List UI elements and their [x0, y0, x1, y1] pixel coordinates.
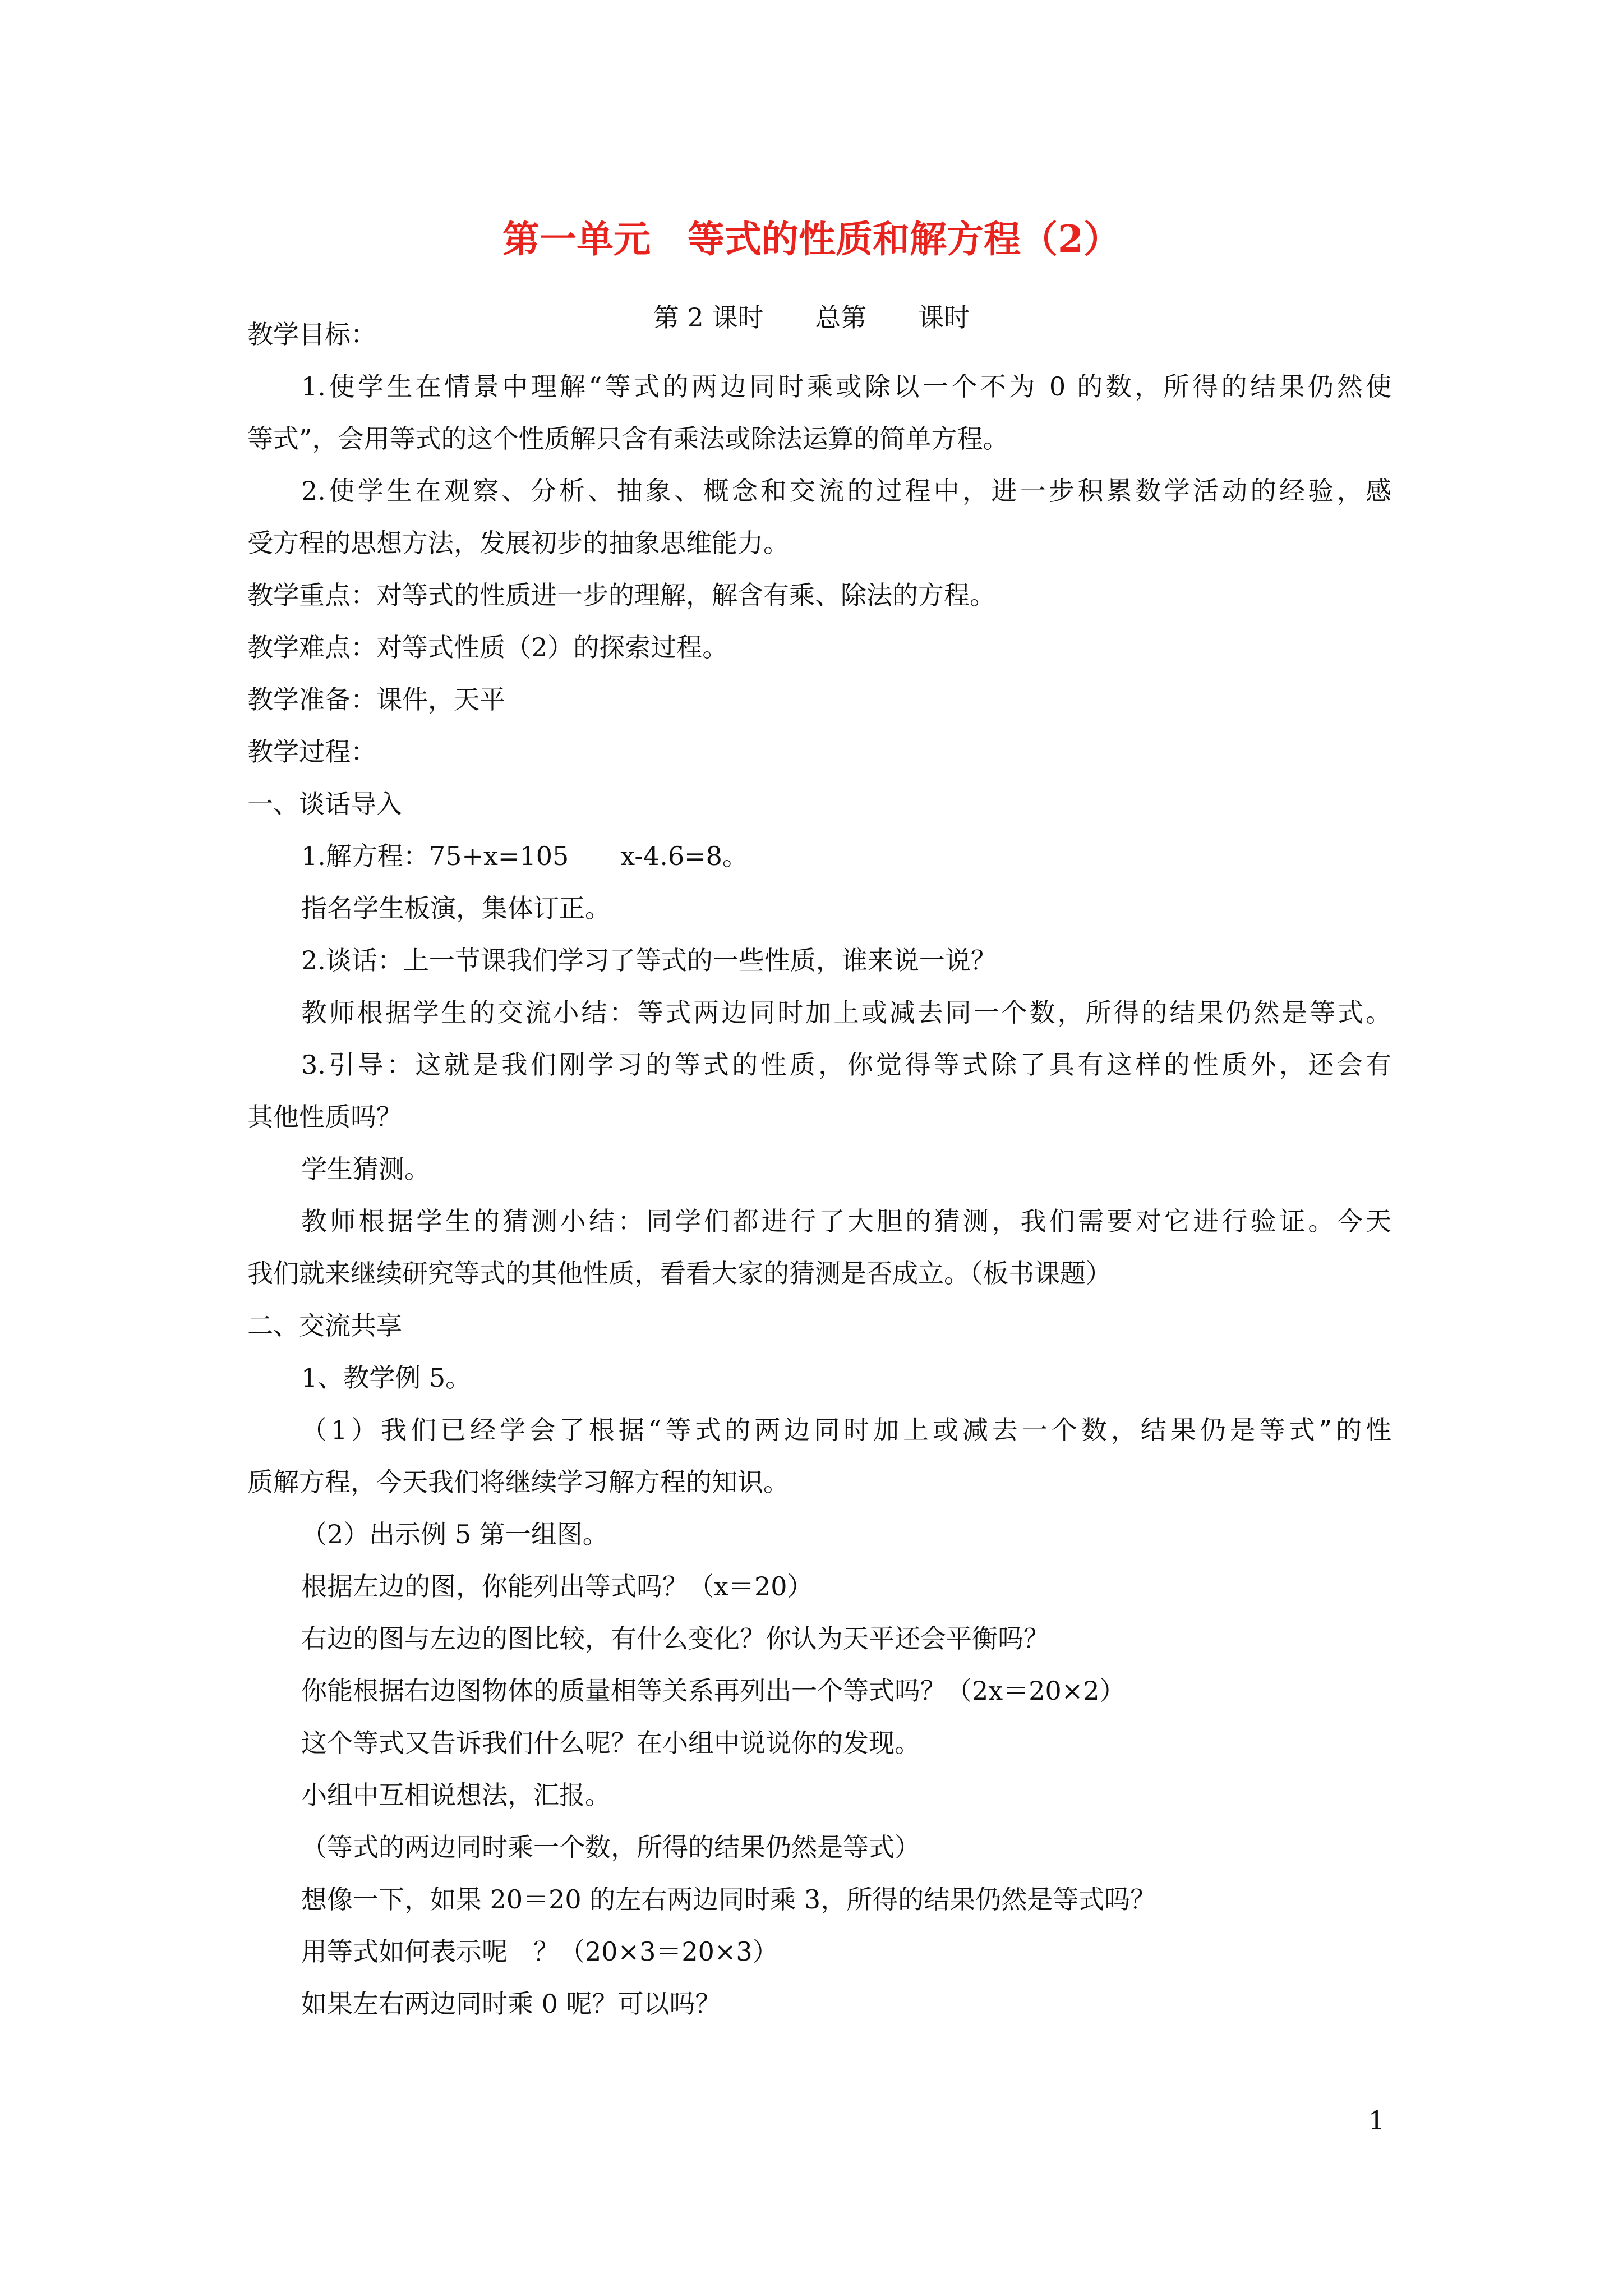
list-item: 根据左边的图，你能列出等式吗？（x＝20） — [301, 1571, 813, 1602]
list-item: 教师根据学生的猜测小结：同学们都进行了大胆的猜测，我们需要对它进行验证。今天 — [301, 1206, 1391, 1236]
list-item: 指名学生板演，集体订正。 — [301, 893, 611, 923]
list-item: 右边的图与左边的图比较，有什么变化？你认为天平还会平衡吗？ — [301, 1623, 1049, 1654]
list-item: 想像一下，如果 20＝20 的左右两边同时乘 3，所得的结果仍然是等式吗？ — [301, 1884, 1156, 1915]
list-item: （等式的两边同时乘一个数，所得的结果仍然是等式） — [301, 1832, 920, 1862]
section-heading-objectives: 教学目标： — [247, 319, 376, 349]
objective-1-line-2: 等式”，会用等式的这个性质解只含有乘法或除法运算的简单方程。 — [247, 424, 1009, 454]
equation-exercise: 1.解方程：75+x=105 x-4.6=8。 — [301, 841, 748, 871]
list-item: 2.谈话：上一节课我们学习了等式的一些性质，谁来说一说？ — [301, 945, 997, 976]
page-number: 1 — [1368, 2105, 1385, 2136]
list-item: 我们就来继续研究等式的其他性质，看看大家的猜测是否成立。（板书课题） — [247, 1258, 1112, 1289]
list-item: （1）我们已经学会了根据“等式的两边同时加上或减去一个数，结果仍是等式”的性 — [301, 1415, 1391, 1445]
page-title: 第一单元 等式的性质和解方程（2） — [502, 217, 1121, 261]
part-2-heading: 二、交流共享 — [247, 1310, 402, 1341]
difficult-point: 教学难点：对等式性质（2）的探索过程。 — [247, 632, 728, 662]
list-item: 用等式如何表示呢 ？（20×3＝20×3） — [301, 1936, 778, 1967]
list-item: 质解方程，今天我们将继续学习解方程的知识。 — [247, 1467, 789, 1497]
objective-2-line-2: 受方程的思想方法，发展初步的抽象思维能力。 — [247, 528, 789, 558]
list-item: 学生猜测。 — [301, 1154, 430, 1184]
objective-1-line-1: 1.使学生在情景中理解“等式的两边同时乘或除以一个不为 0 的数，所得的结果仍然使 — [301, 371, 1391, 402]
list-item: 教师根据学生的交流小结：等式两边同时加上或减去同一个数，所得的结果仍然是等式。 — [301, 997, 1391, 1028]
example-heading: 1、教学例 5。 — [301, 1363, 472, 1393]
key-point: 教学重点：对等式的性质进一步的理解，解含有乘、除法的方程。 — [247, 580, 995, 610]
part-1-heading: 一、谈话导入 — [247, 789, 402, 819]
section-heading-process: 教学过程： — [247, 737, 376, 767]
preparation: 教学准备：课件，天平 — [247, 684, 505, 715]
list-item: 如果左右两边同时乘 0 呢？可以吗？ — [301, 1989, 721, 2019]
list-item: （2）出示例 5 第一组图。 — [301, 1519, 608, 1549]
objective-2-line-1: 2.使学生在观察、分析、抽象、概念和交流的过程中，进一步积累数学活动的经验，感 — [301, 476, 1391, 506]
list-item: 小组中互相说想法，汇报。 — [301, 1780, 611, 1810]
list-item: 这个等式又告诉我们什么呢？在小组中说说你的发现。 — [301, 1728, 920, 1758]
lesson-subtitle: 第 2 课时 总第 课时 — [653, 302, 970, 333]
list-item: 你能根据右边图物体的质量相等关系再列出一个等式吗？（2x＝20×2） — [301, 1676, 1126, 1706]
list-item: 3.引导：这就是我们刚学习的等式的性质，你觉得等式除了具有这样的性质外，还会有 — [301, 1050, 1391, 1080]
list-item: 其他性质吗？ — [247, 1102, 402, 1132]
